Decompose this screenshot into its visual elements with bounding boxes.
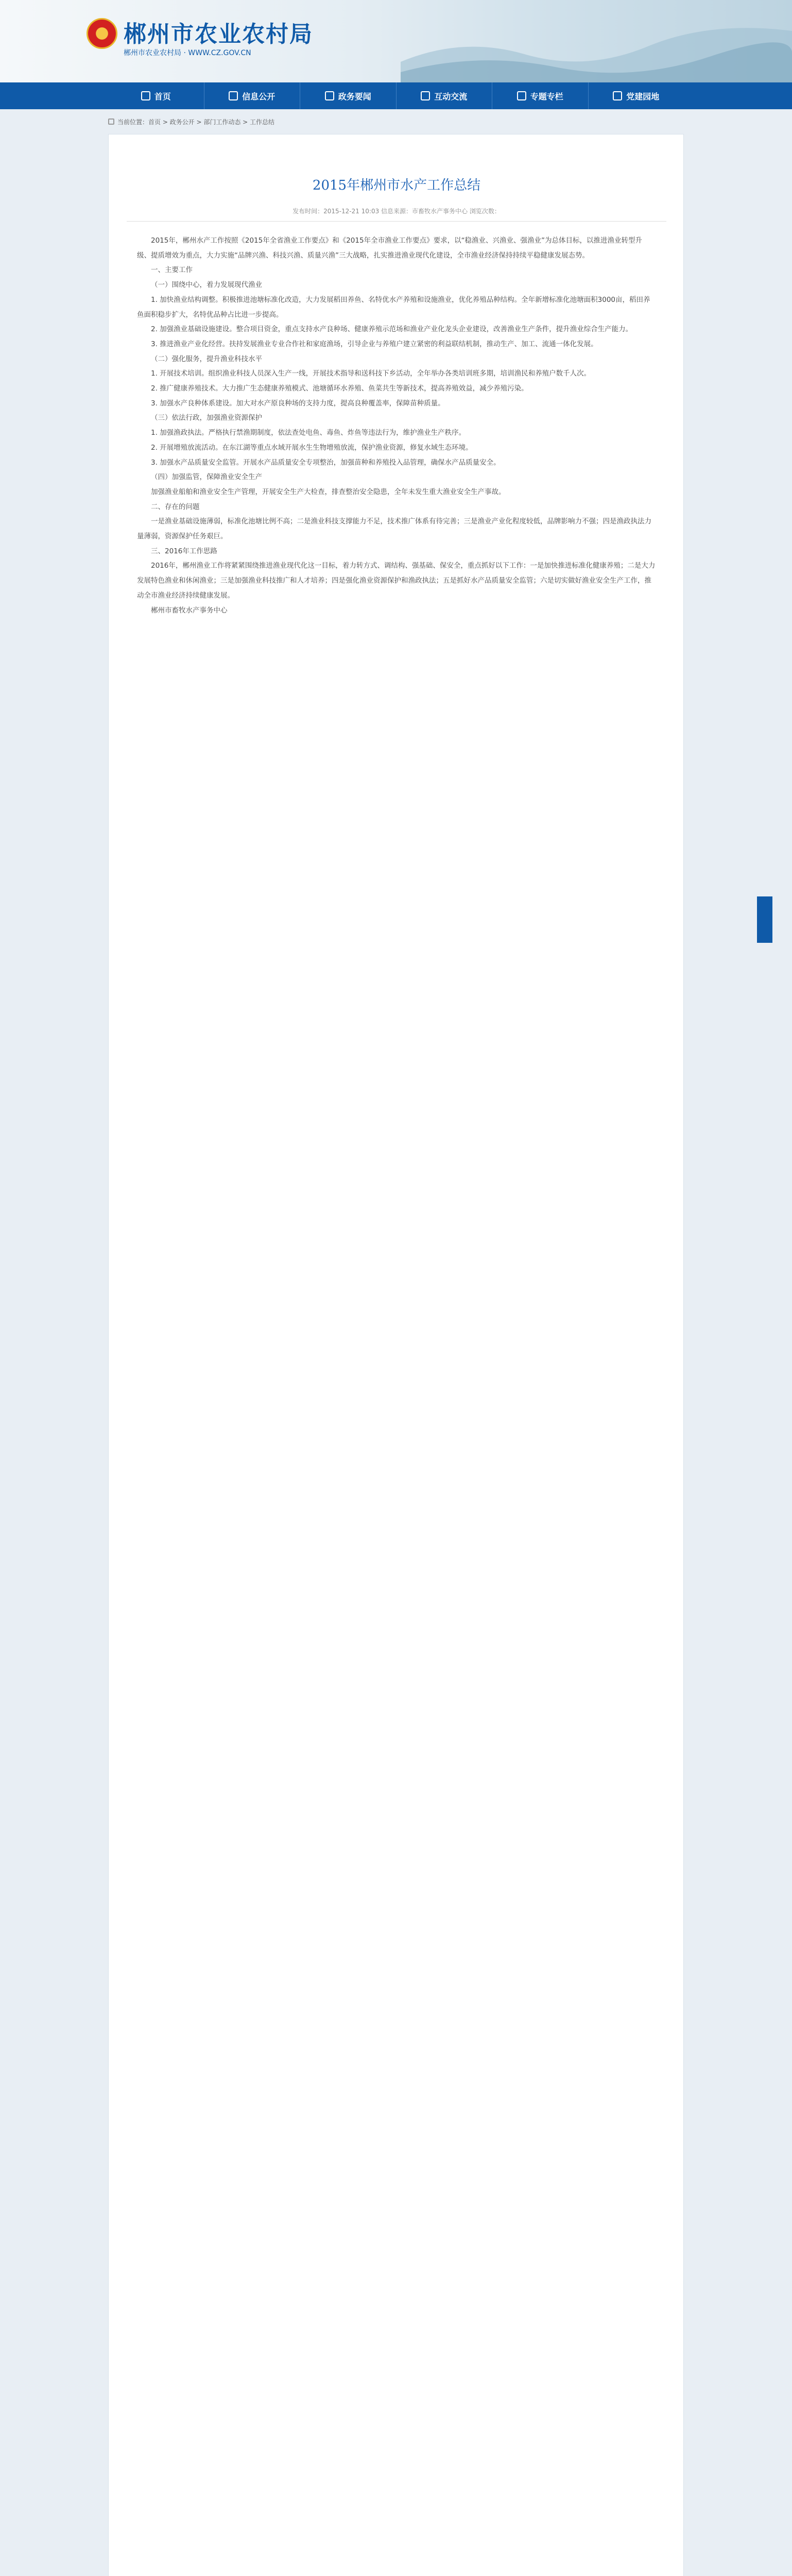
breadcrumb bbox=[108, 114, 684, 129]
article-paragraph: 三、2016年工作思路 bbox=[151, 547, 217, 555]
article-paragraph: 二、存在的问题 bbox=[151, 502, 200, 511]
site-url: 郴州市农业农村局 · WWW.CZ.GOV.CN bbox=[124, 49, 251, 57]
nav-label: 信息公开 bbox=[242, 91, 276, 101]
article-panel bbox=[108, 134, 684, 2576]
article-paragraph: （四）加强监管，保障渔业安全生产 bbox=[151, 473, 262, 482]
article-paragraph: （一）围绕中心，着力发展现代渔业 bbox=[151, 281, 262, 290]
nav-label: 专题专栏 bbox=[530, 91, 563, 101]
article-paragraph: （三）依法行政，加强渔业资源保护 bbox=[151, 414, 262, 422]
banner-landscape bbox=[401, 0, 792, 82]
nav-info-public[interactable] bbox=[204, 82, 301, 109]
location-icon bbox=[108, 118, 114, 125]
nav-news[interactable] bbox=[300, 82, 397, 109]
article-paragraph: 一是渔业基础设施薄弱，标准化池塘比例不高；二是渔业科技支撑能力不足，技术推广体系有待完善；三是渔业产业化程度较低，品牌影响力不强；四是渔政执法力量薄弱，资源保护任务艰巨。 bbox=[137, 517, 651, 541]
main-nav bbox=[0, 82, 792, 109]
article-paragraph: 2. 加强渔业基础设施建设。整合项目资金，重点支持水产良种场、健康养殖示范场和渔业产业化龙头企业建设，改善渔业生产条件，提升渔业综合生产能力。 bbox=[151, 325, 633, 334]
article-title: 2015年郴州市水产工作总结 bbox=[312, 178, 481, 193]
nav-label: 政务要闻 bbox=[338, 91, 371, 101]
article-paragraph: 2. 推广健康养殖技术。大力推广生态健康养殖模式、池塘循环水养殖、鱼菜共生等新技术，提高养殖效益，减少养殖污染。 bbox=[151, 384, 528, 393]
article-paragraph: 2. 开展增殖放流活动。在东江湖等重点水域开展水生生物增殖放流，保护渔业资源，修复水域生态环境。 bbox=[151, 443, 473, 452]
site-logo-icon[interactable] bbox=[87, 18, 117, 49]
breadcrumb-text[interactable]: 当前位置：首页 > 政务公开 > 部门工作动态 > 工作总结 bbox=[117, 118, 275, 126]
chat-icon bbox=[421, 91, 430, 100]
article-body bbox=[137, 233, 656, 618]
article-meta: 发布时间：2015-12-21 10:03 信息来源：市畜牧水产事务中心 浏览次数： bbox=[292, 208, 501, 215]
article-paragraph: 3. 推进渔业产业化经营。扶持发展渔业专业合作社和家庭渔场，引导企业与养殖户建立紧密的利益联结机制，推动生产、加工、流通一体化发展。 bbox=[151, 340, 598, 348]
nav-label: 首页 bbox=[154, 91, 171, 101]
floating-side-panel[interactable] bbox=[757, 896, 772, 943]
article-paragraph: 1. 加快渔业结构调整。积极推进池塘标准化改造，大力发展稻田养鱼、名特优水产养殖和设施渔业，优化养殖品种结构。全年新增标准化池塘面积3000亩，稻田养鱼面积稳步扩大，名特优品种占比进一步提高。 bbox=[137, 295, 650, 319]
document-icon bbox=[229, 91, 238, 100]
folder-icon bbox=[517, 91, 526, 100]
header-banner bbox=[0, 0, 792, 82]
nav-interaction[interactable] bbox=[397, 82, 493, 109]
article-paragraph: 加强渔业船舶和渔业安全生产管理，开展安全生产大检查，排查整治安全隐患，全年未发生重大渔业安全生产事故。 bbox=[151, 487, 506, 496]
nav-label: 党建园地 bbox=[626, 91, 660, 101]
article-paragraph: 2016年，郴州渔业工作将紧紧围绕推进渔业现代化这一目标，着力转方式、调结构、强基础、保安全，重点抓好以下工作：一是加快推进标准化健康养殖；二是大力发展特色渔业和休闲渔业；三是加强渔业科技推广和人才培养；四是强化渔业资源保护和渔政执法；五是抓好水产品质量安全监管；六是切实做好渔业安全生产工作，推动全市渔业经济持续健康发展。 bbox=[137, 562, 656, 600]
site-title[interactable]: 郴州市农业农村局 bbox=[124, 21, 313, 47]
nav-topics[interactable] bbox=[492, 82, 589, 109]
home-icon bbox=[141, 91, 150, 100]
article-paragraph: 3. 加强水产良种体系建设。加大对水产原良种场的支持力度，提高良种覆盖率，保障苗种质量。 bbox=[151, 399, 445, 408]
article-paragraph: 2015年，郴州水产工作按照《2015年全省渔业工作要点》和《2015年全市渔业工作要点》要求，以“稳渔业、兴渔业、强渔业”为总体目标，以推进渔业转型升级、提质增效为重点，大力实施“品牌兴渔、科技兴渔、质量兴渔”三大战略，扎实推进渔业现代化建设，全市渔业经济保持持续平稳健康发展态势。 bbox=[137, 236, 643, 260]
article-paragraph: 1. 加强渔政执法。严格执行禁渔期制度，依法查处电鱼、毒鱼、炸鱼等违法行为，维护渔业生产秩序。 bbox=[151, 429, 466, 437]
article-paragraph: 1. 开展技术培训。组织渔业科技人员深入生产一线，开展技术指导和送科技下乡活动，全年举办各类培训班多期，培训渔民和养殖户数千人次。 bbox=[151, 369, 591, 378]
nav-party[interactable] bbox=[589, 82, 684, 109]
divider bbox=[127, 221, 666, 222]
nav-home[interactable] bbox=[108, 82, 204, 109]
article-paragraph: 一、主要工作 bbox=[151, 266, 193, 275]
article-paragraph: 郴州市畜牧水产事务中心 bbox=[151, 606, 228, 615]
flag-icon bbox=[613, 91, 622, 100]
article-paragraph: 3. 加强水产品质量安全监管。开展水产品质量安全专项整治，加强苗种和养殖投入品管理，确保水产品质量安全。 bbox=[151, 458, 501, 467]
article-paragraph: （二）强化服务，提升渔业科技水平 bbox=[151, 354, 262, 363]
nav-label: 互动交流 bbox=[434, 91, 468, 101]
news-icon bbox=[325, 91, 334, 100]
